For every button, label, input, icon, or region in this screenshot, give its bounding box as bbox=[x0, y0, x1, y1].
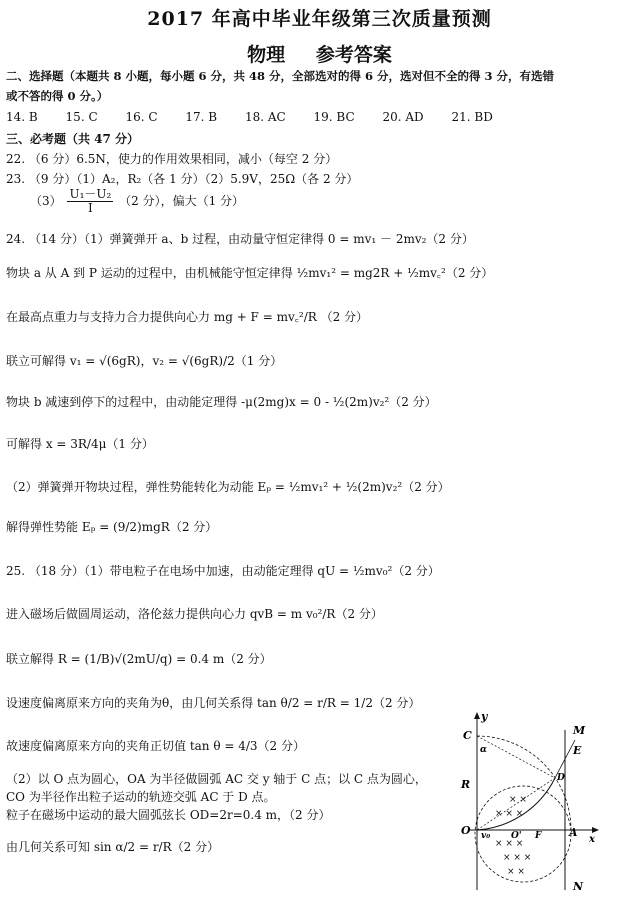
q25-line-2: 进入磁场后做圆周运动，洛伦兹力提供向心力 qvB = m v₀²/R（2 分） bbox=[6, 607, 383, 621]
answer-item: 18. AC bbox=[244, 110, 286, 124]
arc-ac bbox=[477, 736, 571, 830]
answer-item: 17. B bbox=[185, 110, 218, 124]
svg-text:× × ×: × × × bbox=[503, 853, 532, 863]
fraction-numerator: U₁－U₂ bbox=[69, 187, 112, 201]
q24-line-1: 24. （14 分）（1）弹簧弹开 a、b 过程，由动量守恒定律得 0 = mv₁ － 2mv₂（2 分） bbox=[6, 232, 474, 246]
q25-line-3: 联立解得 R = (1/B)√(2mU/q) = 0.4 m（2 分） bbox=[6, 652, 272, 666]
label-o: O bbox=[461, 824, 471, 837]
label-r: R bbox=[461, 778, 471, 791]
label-c: C bbox=[463, 729, 472, 742]
q25-line-6: （2）以 O 点为圆心，OA 为半径做圆弧 AC 交 y 轴于 C 点；以 C 点为圆心， bbox=[6, 772, 427, 786]
answer-item: 21. BD bbox=[451, 110, 493, 124]
svg-text:× × ×: × × × bbox=[495, 809, 524, 819]
label-y: y bbox=[481, 710, 488, 723]
q25-line-5: 故速度偏离原来方向的夹角正切值 tan θ = 4/3（2 分） bbox=[6, 739, 306, 753]
section2-heading-cont: 或不答的得 0 分。） bbox=[6, 89, 109, 103]
q23-part-label: （3） bbox=[30, 194, 62, 208]
q24-line-8: 解得弹性势能 Eₚ = (9/2)mgR（2 分） bbox=[6, 520, 218, 534]
q23-answer-b bbox=[30, 188, 244, 215]
svg-text:× ×: × × bbox=[509, 795, 527, 805]
section2-answers bbox=[6, 110, 517, 124]
label-d: D bbox=[557, 773, 565, 783]
label-alpha: α bbox=[480, 745, 487, 755]
label-x: x bbox=[589, 834, 595, 845]
q25-line-4: 设速度偏离原来方向的夹角为θ，由几何关系得 tan θ/2 = r/R = 1/2（2 分） bbox=[6, 696, 421, 710]
answer-item: 15. C bbox=[65, 110, 98, 124]
answer-key-label: 参考答案 bbox=[315, 44, 392, 66]
fraction-denominator: I bbox=[88, 201, 93, 215]
section3-heading: 三、必考题（共 47 分） bbox=[6, 132, 140, 146]
q24-line-6: 可解得 x = 3R/4μ（1 分） bbox=[6, 437, 154, 451]
label-m: M bbox=[573, 724, 586, 737]
answer-item: 20. AD bbox=[382, 110, 424, 124]
q24-line-2: 物块 a 从 A 到 P 运动的过程中，由机械能守恒定律得 ½mv₁² = mg2R + ½mv꜀²（2 分） bbox=[6, 266, 494, 280]
q25-line-9: 由几何关系可知 sin α/2 = r/R（2 分） bbox=[6, 840, 220, 854]
svg-text:× ×: × × bbox=[507, 867, 525, 877]
q24-line-4: 联立可解得 v₁ = √(6gR)，v₂ = √(6gR)/2（1 分） bbox=[6, 354, 283, 368]
magnetic-field-diagram bbox=[455, 710, 635, 898]
y-axis-arrow bbox=[474, 712, 480, 719]
label-e: E bbox=[573, 744, 582, 757]
q23-part-score: （2 分），偏大（1 分） bbox=[119, 194, 245, 208]
q25-line-8: 粒子在磁场中运动的最大圆弧弦长 OD=2r=0.4 m，（2 分） bbox=[6, 808, 331, 822]
q22-answer: 22. （6 分）6.5N，使力的作用效果相同，减小（每空 2 分） bbox=[6, 152, 338, 166]
q24-line-7: （2）弹簧弹开物块过程，弹性势能转化为动能 Eₚ = ½mv₁² + ½(2m)v₂²（2 分） bbox=[6, 480, 450, 494]
q25-line-7: CO 为半径作出粒子运动的轨迹交弧 AC 于 D 点。 bbox=[6, 790, 276, 804]
q23-fraction bbox=[67, 188, 113, 215]
q24-line-5: 物块 b 减速到停下的过程中，由动能定理得 -μ(2mg)x = 0 - ½(2m)v₂²（2 分） bbox=[6, 395, 437, 409]
x-axis-arrow bbox=[592, 827, 599, 833]
q24-line-3: 在最高点重力与支持力合力提供向心力 mg + F = mv꜀²/R （2 分） bbox=[6, 310, 369, 324]
svg-text:× × ×: × × × bbox=[495, 839, 524, 849]
answer-item: 19. BC bbox=[313, 110, 355, 124]
answer-item: 14. B bbox=[6, 110, 38, 124]
label-o-prime: O' bbox=[511, 831, 522, 841]
answer-item: 16. C bbox=[125, 110, 158, 124]
section2-heading: 二、选择题（本题共 8 小题，每小题 6 分，共 48 分，全部选对的得 6 分，选对但不全的得 3 分，有选错 bbox=[6, 69, 555, 83]
q23-answer-a: 23. （9 分）（1）A₂，R₂（各 1 分）（2）5.9V，25Ω（各 2 分） bbox=[6, 172, 359, 186]
q25-line-1: 25. （18 分）（1）带电粒子在电场中加速，由动能定理得 qU = ½mv₀²（2 分） bbox=[6, 564, 440, 578]
label-n: N bbox=[573, 880, 584, 893]
label-v0: v₀ bbox=[481, 831, 491, 841]
page-title: 2017 年高中毕业年级第三次质量预测 bbox=[147, 8, 492, 30]
subject-label: 物理 bbox=[247, 44, 286, 66]
label-f: F bbox=[535, 831, 542, 841]
label-a: A bbox=[569, 826, 578, 839]
page-subtitle bbox=[0, 40, 639, 67]
